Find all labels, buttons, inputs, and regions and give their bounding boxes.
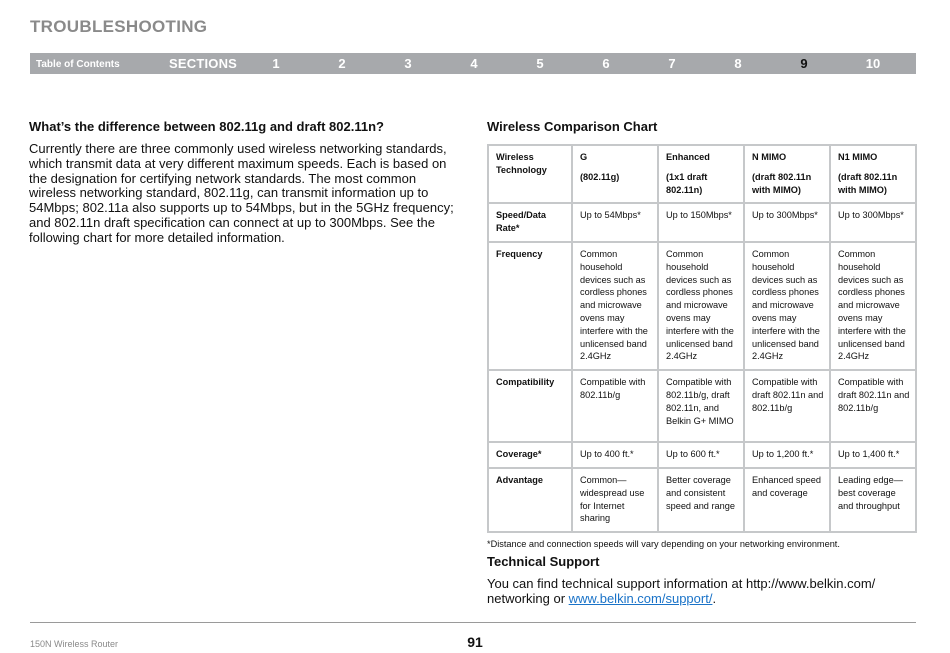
table-cell: Common household devices such as cordless phones and microwave ovens may interfere with the unlicensed band 2.4GHz — [573, 243, 659, 371]
table-row — [487, 371, 917, 443]
header-cell — [659, 144, 745, 204]
support-text-prefix: You can find technical support information at http://www.belkin.com/ networking or — [487, 576, 876, 607]
column-name: G — [580, 152, 588, 162]
table-cell: Enhanced speed and coverage — [745, 469, 831, 533]
table-cell: Common household devices such as cordless phones and microwave ovens may interfere with the unlicensed band 2.4GHz — [745, 243, 831, 371]
table-cell: Up to 300Mbps* — [745, 204, 831, 243]
nav-section-2[interactable]: 2 — [338, 56, 346, 71]
footer-product-name: 150N Wireless Router — [30, 639, 119, 649]
header-label-text: Wireless Technology — [496, 152, 547, 175]
header-cell — [745, 144, 831, 204]
column-subtitle: (1x1 draft 802.11n) — [666, 171, 708, 195]
support-text — [487, 576, 917, 606]
row-label: Speed/Data Rate* — [487, 204, 573, 243]
row-label: Compatibility — [487, 371, 573, 443]
table-cell: Better coverage and consistent speed and range — [659, 469, 745, 533]
section-nav-bar — [30, 53, 916, 74]
page-title: TROUBLESHOOTING — [30, 17, 208, 36]
nav-table-of-contents-link[interactable]: Table of Contents — [36, 59, 120, 70]
column-subtitle: (draft 802.11n with MIMO) — [838, 171, 898, 195]
row-label: Coverage* — [487, 443, 573, 469]
question-heading: What’s the difference between 802.11g and draft 802.11n? — [29, 119, 384, 134]
chart-heading: Wireless Comparison Chart — [487, 119, 658, 134]
table-row — [487, 469, 917, 533]
column-name: Enhanced — [666, 152, 710, 162]
support-heading: Technical Support — [487, 554, 600, 570]
table-cell: Common household devices such as cordless phones and microwave ovens may interfere with the unlicensed band 2.4GHz — [831, 243, 917, 371]
support-link[interactable]: www.belkin.com/support/ — [568, 591, 713, 607]
question-answer-text: Currently there are three commonly used wireless networking standards, which transmit data at very different maximum speeds. Each is based on the designation for certifying network standards. The most common wireless networking standard, 802.11g, can transmit information up to 54Mbps; 802.11a also supports up to 54Mbps, but in the 5GHz frequency; and 802.11n draft specification can connect at up to 300Mbps. See the following chart for more detailed information. — [29, 141, 454, 245]
nav-section-9-active[interactable]: 9 — [800, 56, 808, 71]
comparison-section — [487, 118, 917, 606]
nav-sections-label: SECTIONS — [169, 56, 238, 71]
column-name: N1 MIMO — [838, 152, 878, 162]
table-cell: Up to 150Mbps* — [659, 204, 745, 243]
column-subtitle: (draft 802.11n with MIMO) — [752, 171, 812, 195]
table-cell: Leading edge—best coverage and throughput — [831, 469, 917, 533]
column-name: N MIMO — [752, 152, 787, 162]
page-number: 91 — [467, 634, 483, 650]
question-section — [29, 118, 454, 246]
table-cell: Compatible with 802.11b/g — [573, 371, 659, 443]
table-row — [487, 443, 917, 469]
table-cell: Up to 600 ft.* — [659, 443, 745, 469]
table-footnote: *Distance and connection speeds will vary depending on your networking environment. — [487, 539, 840, 550]
row-label: Frequency — [487, 243, 573, 371]
nav-section-10[interactable]: 10 — [865, 56, 881, 71]
nav-section-8[interactable]: 8 — [734, 56, 742, 71]
nav-section-5[interactable]: 5 — [536, 56, 544, 71]
nav-section-7[interactable]: 7 — [668, 56, 676, 71]
table-cell: Up to 1,200 ft.* — [745, 443, 831, 469]
table-cell: Compatible with draft 802.11n and 802.11b/g — [831, 371, 917, 443]
table-row — [487, 204, 917, 243]
header-cell — [831, 144, 917, 204]
nav-section-4[interactable]: 4 — [470, 56, 478, 71]
header-cell-label — [487, 144, 573, 204]
table-cell: Common household devices such as cordless phones and microwave ovens may interfere with the unlicensed band 2.4GHz — [659, 243, 745, 371]
nav-section-6[interactable]: 6 — [602, 56, 610, 71]
table-cell: Compatible with 802.11b/g, draft 802.11n, and Belkin G+ MIMO — [659, 371, 745, 443]
row-label: Advantage — [487, 469, 573, 533]
wireless-comparison-table — [487, 144, 917, 533]
table-cell: Common—widespread use for Internet sharing — [573, 469, 659, 533]
table-cell: Up to 1,400 ft.* — [831, 443, 917, 469]
support-text-suffix: . — [712, 591, 717, 607]
table-header-row — [487, 144, 917, 204]
header-cell — [573, 144, 659, 204]
nav-section-1[interactable]: 1 — [272, 56, 280, 71]
footer-divider — [30, 622, 916, 623]
table-cell: Up to 54Mbps* — [573, 204, 659, 243]
table-cell: Up to 300Mbps* — [831, 204, 917, 243]
table-row — [487, 243, 917, 371]
column-subtitle: (802.11g) — [580, 171, 620, 182]
nav-section-3[interactable]: 3 — [404, 56, 412, 71]
table-cell: Compatible with draft 802.11n and 802.11b/g — [745, 371, 831, 443]
table-cell: Up to 400 ft.* — [573, 443, 659, 469]
